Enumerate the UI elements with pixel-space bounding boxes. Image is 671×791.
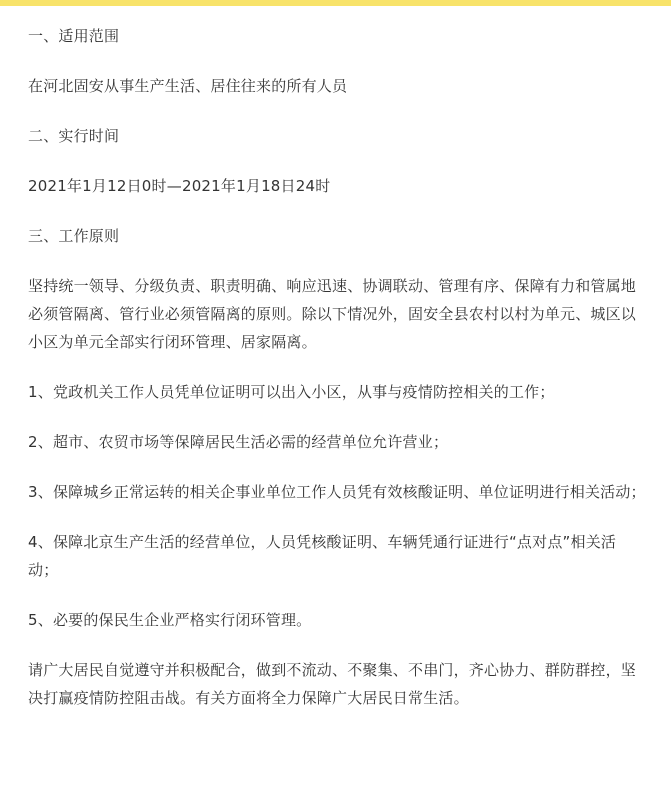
article-body — [28, 22, 646, 712]
time-text: 2021年1月12日0时—2021年1月18日24时 — [28, 177, 331, 195]
list-item-2: 2、超市、农贸市场等保障居民生活必需的经营单位允许营业； — [28, 433, 449, 451]
section-heading-principle: 三、工作原则 — [28, 227, 120, 245]
principle-text: 坚持统一领导、分级负责、职责明确、响应迅速、协调联动、管理有序、保障有力和管属地必须管隔离、管行业必须管隔离的原则。除以下情况外，固安全县农村以村为单元、城区以小区为单元全部实行闭环管理、居家隔离。 — [28, 277, 637, 351]
section-heading-time: 二、实行时间 — [28, 127, 120, 145]
list-item-1: 1、党政机关工作人员凭单位证明可以出入小区，从事与疫情防控相关的工作； — [28, 383, 555, 401]
closing-text: 请广大居民自觉遵守并积极配合，做到不流动、不聚集、不串门，齐心协力、群防群控，坚决打赢疫情防控阻击战。有关方面将全力保障广大居民日常生活。 — [28, 661, 637, 707]
scope-text: 在河北固安从事生产生活、居住往来的所有人员 — [28, 77, 348, 95]
list-item-5: 5、必要的保民生企业严格实行闭环管理。 — [28, 611, 312, 629]
top-accent-bar — [0, 0, 671, 6]
list-item-4: 4、保障北京生产生活的经营单位，人员凭核酸证明、车辆凭通行证进行“点对点”相关活动； — [28, 533, 617, 579]
list-item-3: 3、保障城乡正常运转的相关企事业单位工作人员凭有效核酸证明、单位证明进行相关活动； — [28, 483, 646, 501]
section-heading-scope: 一、适用范围 — [28, 27, 120, 45]
